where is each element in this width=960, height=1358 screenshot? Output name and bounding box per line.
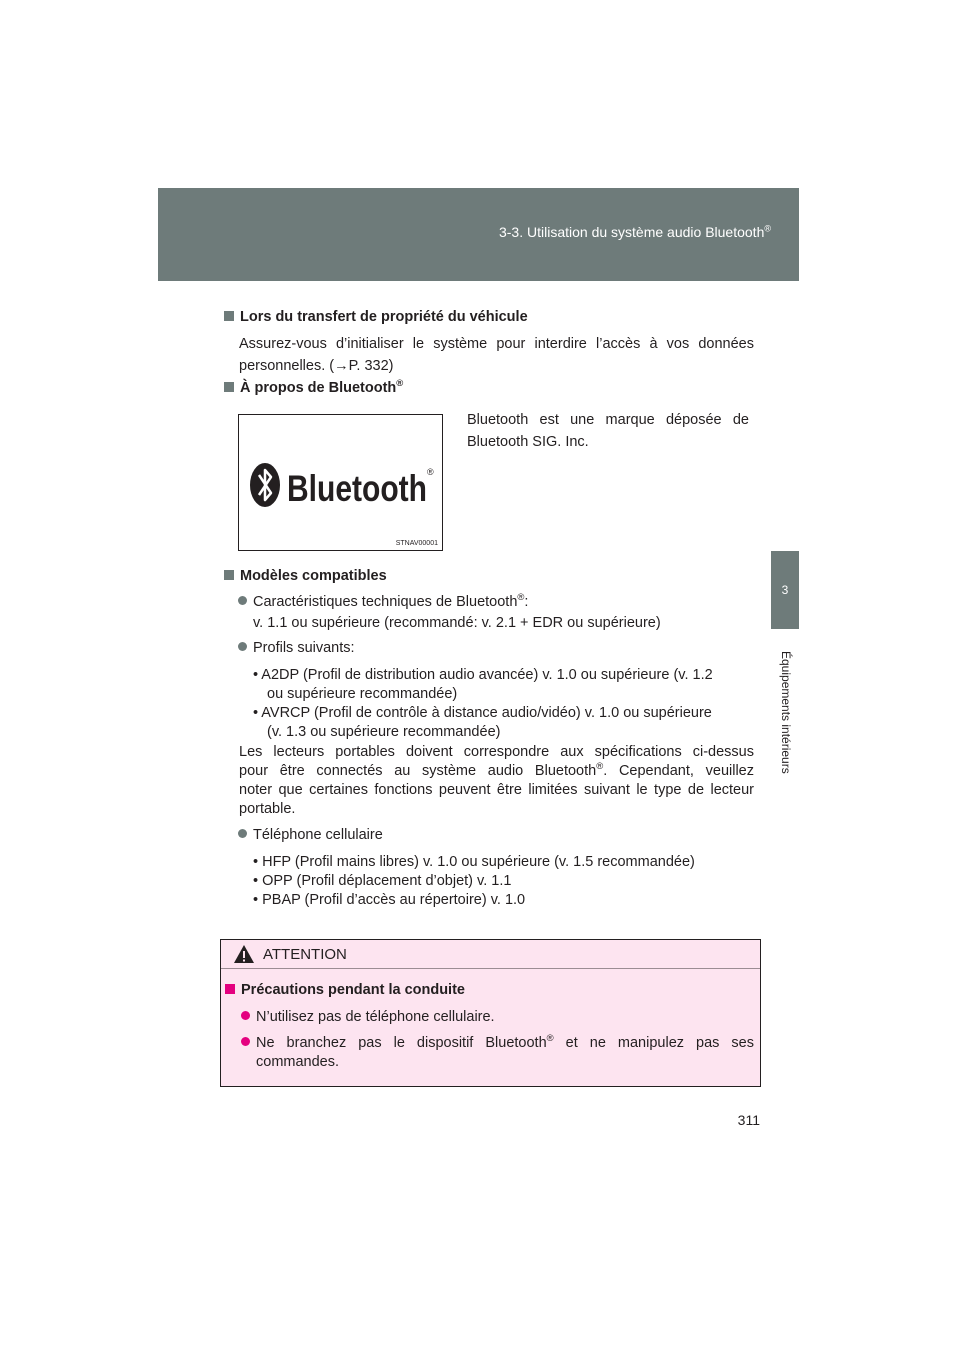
bluetooth-logo-wordmark: Bluetooth bbox=[287, 468, 427, 509]
profile-avrcp-line-1: • AVRCP (Profil de contrôle à distance audio/vidéo) v. 1.0 ou supérieure bbox=[253, 705, 712, 721]
bluetooth-logo-image bbox=[238, 414, 443, 551]
chapter-tab-number: 3 bbox=[771, 551, 799, 629]
section-heading-about-text: À propos de Bluetooth bbox=[240, 380, 397, 396]
section-square-icon bbox=[224, 311, 234, 321]
portable-para-line-4: portable. bbox=[239, 801, 296, 817]
section-heading-transfer-text: Lors du transfert de propriété du véhicule bbox=[240, 309, 528, 325]
portable-para-line-1: Les lecteurs portables doivent correspondre aux spécifications ci-dessus bbox=[239, 744, 754, 760]
bullet-dot-icon bbox=[238, 596, 247, 605]
section-heading-about-sup: ® bbox=[396, 378, 404, 390]
section-square-icon bbox=[224, 570, 234, 580]
attention-dot-icon bbox=[241, 1011, 250, 1020]
section-square-icon bbox=[224, 382, 234, 392]
section-heading-about bbox=[224, 380, 403, 396]
page-number: 311 bbox=[737, 1112, 760, 1128]
compatible-item-1-detail: v. 1.1 ou supérieure (recommandé: v. 2.1 + EDR ou supérieure) bbox=[253, 615, 661, 631]
portable-para-line-2-sup: ® bbox=[596, 761, 604, 773]
profile-opp: • OPP (Profil déplacement d’objet) v. 1.1 bbox=[253, 873, 512, 889]
portable-para-line-2-a: pour être connectés au système audio Bluetooth bbox=[239, 763, 597, 779]
attention-heading bbox=[225, 982, 465, 998]
attention-square-icon bbox=[225, 984, 235, 994]
attention-header bbox=[221, 940, 760, 969]
attention-item-2-sup: ® bbox=[546, 1033, 554, 1045]
profile-hfp: • HFP (Profil mains libres) v. 1.0 ou supérieure (v. 1.5 recommandée) bbox=[253, 854, 695, 870]
compatible-item-3 bbox=[238, 824, 383, 846]
compatible-item-1-colon: : bbox=[524, 594, 529, 610]
chapter-tab-label: Équipements intérieurs bbox=[779, 651, 793, 774]
compatible-item-2-text: Profils suivants: bbox=[253, 640, 355, 656]
compatible-item-1-sup: ® bbox=[517, 592, 525, 604]
header-title-sup: ® bbox=[764, 223, 771, 234]
section-heading-transfer bbox=[224, 309, 528, 325]
about-text-line-1: Bluetooth est une marque déposée de bbox=[467, 412, 749, 428]
warning-triangle-icon bbox=[233, 944, 255, 964]
compatible-item-2 bbox=[238, 637, 355, 659]
about-text-line-2: Bluetooth SIG. Inc. bbox=[467, 434, 589, 450]
compatible-item-1 bbox=[238, 591, 528, 613]
attention-item-1-text: N’utilisez pas de téléphone cellulaire. bbox=[256, 1009, 495, 1025]
profile-avrcp-line-2: (v. 1.3 ou supérieure recommandée) bbox=[267, 724, 501, 740]
section-heading-compatible bbox=[224, 568, 387, 584]
bullet-dot-icon bbox=[238, 829, 247, 838]
attention-title: ATTENTION bbox=[263, 946, 347, 963]
attention-heading-text: Précautions pendant la conduite bbox=[241, 982, 465, 998]
transfer-line-2: personnelles. (→P. 332) bbox=[239, 358, 394, 374]
transfer-line-1: Assurez-vous d’initialiser le système pour interdire l’accès à vos données bbox=[239, 336, 754, 352]
attention-item-2-a: Ne branchez pas le dispositif Bluetooth bbox=[256, 1035, 547, 1051]
section-heading-compatible-text: Modèles compatibles bbox=[240, 568, 387, 584]
portable-para-line-3: noter que certaines fonctions peuvent être limitées suivant le type de lecteur bbox=[239, 782, 754, 798]
compatible-item-1-text: Caractéristiques techniques de Bluetooth bbox=[253, 594, 518, 610]
header-title-text: 3-3. Utilisation du système audio Bluetooth bbox=[498, 224, 765, 240]
bluetooth-logo-icon bbox=[239, 415, 442, 550]
compatible-item-3-text: Téléphone cellulaire bbox=[253, 827, 383, 843]
profile-a2dp-line-1: • A2DP (Profil de distribution audio avancée) v. 1.0 ou supérieure (v. 1.2 bbox=[253, 667, 713, 683]
bullet-dot-icon bbox=[238, 642, 247, 651]
attention-dot-icon bbox=[241, 1037, 250, 1046]
header-title bbox=[158, 224, 771, 240]
attention-item-2-b: et ne manipulez pas ses bbox=[553, 1035, 754, 1051]
bluetooth-logo-reg: ® bbox=[427, 467, 434, 477]
attention-item-1 bbox=[241, 1006, 495, 1028]
profile-pbap: • PBAP (Profil d’accès au répertoire) v. 1.0 bbox=[253, 892, 526, 908]
attention-box bbox=[220, 939, 761, 1087]
image-code: STNAV00001 bbox=[395, 540, 438, 547]
attention-item-2-line-2: commandes. bbox=[256, 1054, 340, 1070]
portable-para-line-2-b: . Cependant, veuillez bbox=[603, 763, 754, 779]
profile-a2dp-line-2: ou supérieure recommandée) bbox=[267, 686, 458, 702]
